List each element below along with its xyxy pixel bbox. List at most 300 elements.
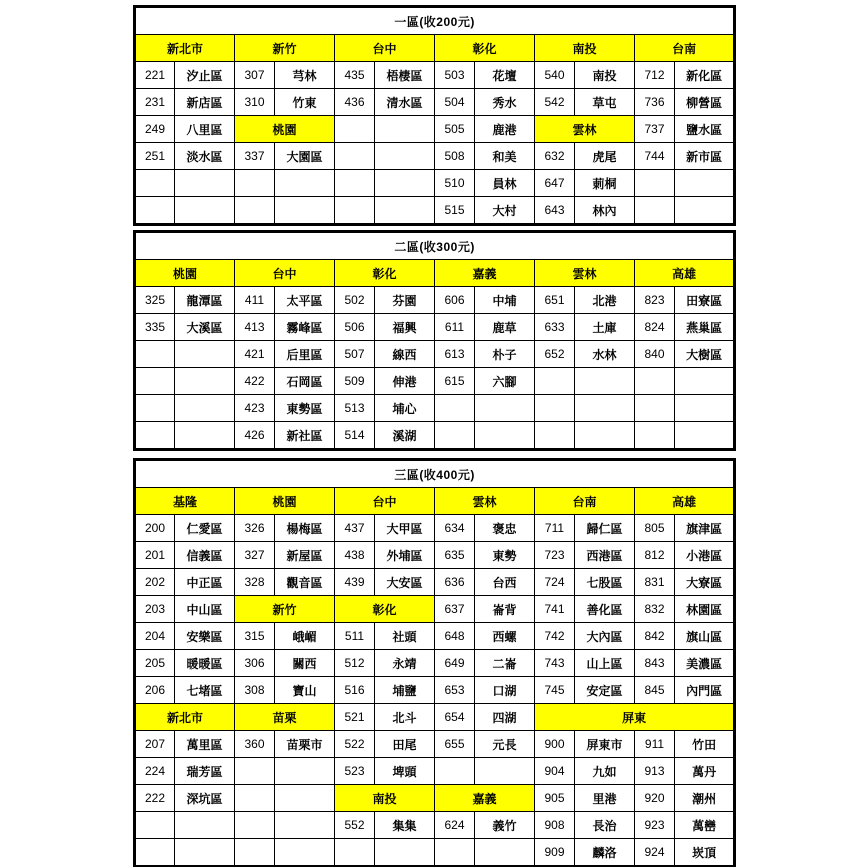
postal-code-cell: 633 [535,314,575,341]
postal-code-cell: 606 [435,287,475,314]
postal-code-cell: 924 [635,839,675,867]
empty-cell [675,395,735,422]
postal-code-cell: 909 [535,839,575,867]
postal-code-cell: 310 [235,89,275,116]
postal-code-cell: 613 [435,341,475,368]
table-row [135,287,735,314]
empty-cell [175,839,235,867]
district-name-cell: 新化區 [675,62,735,89]
postal-code-cell: 436 [335,89,375,116]
district-name-cell: 萬巒 [675,812,735,839]
district-name-cell: 草屯 [575,89,635,116]
district-name-cell: 伸港 [375,368,435,395]
district-name-cell: 安樂區 [175,623,235,650]
empty-cell [175,812,235,839]
district-name-cell: 旗山區 [675,623,735,650]
district-name-cell: 太平區 [275,287,335,314]
empty-cell [475,839,535,867]
district-name-cell: 大寮區 [675,569,735,596]
district-name-cell: 社頭 [375,623,435,650]
district-name-cell: 關西 [275,650,335,677]
empty-cell [675,170,735,197]
table-row [135,116,735,143]
region-header-cell: 桃園 [135,260,235,287]
postal-code-cell: 327 [235,542,275,569]
postal-code-cell: 515 [435,197,475,225]
postal-code-cell: 306 [235,650,275,677]
district-name-cell: 西港區 [575,542,635,569]
table-row [135,515,735,542]
empty-cell [435,395,475,422]
table-row [135,395,735,422]
region-header-cell: 彰化 [435,35,535,62]
district-name-cell: 暖暖區 [175,650,235,677]
empty-cell [575,422,635,450]
table-row [135,785,735,812]
postal-code-cell: 824 [635,314,675,341]
postal-code-cell: 913 [635,758,675,785]
zone-3-table [133,458,736,867]
postal-code-cell: 513 [335,395,375,422]
district-name-cell: 外埔區 [375,542,435,569]
postal-code-cell: 435 [335,62,375,89]
postal-code-cell: 652 [535,341,575,368]
empty-cell [235,785,275,812]
district-name-cell: 土庫 [575,314,635,341]
district-name-cell: 林內 [575,197,635,225]
district-name-cell: 清水區 [375,89,435,116]
empty-cell [675,422,735,450]
empty-cell [175,170,235,197]
empty-cell [175,368,235,395]
empty-cell [235,197,275,225]
postal-code-cell: 634 [435,515,475,542]
empty-cell [175,197,235,225]
zone-1-table [133,5,736,226]
region-header-cell: 嘉義 [435,260,535,287]
empty-cell [635,170,675,197]
postal-code-cell: 908 [535,812,575,839]
table-row [135,839,735,867]
region-subheader-cell: 彰化 [335,596,435,623]
district-name-cell: 新店區 [175,89,235,116]
district-name-cell: 善化區 [575,596,635,623]
empty-cell [535,395,575,422]
district-name-cell: 苗栗市 [275,731,335,758]
empty-cell [275,758,335,785]
district-name-cell: 后里區 [275,341,335,368]
district-name-cell: 北斗 [375,704,435,731]
table-row [135,812,735,839]
postal-code-cell: 438 [335,542,375,569]
district-name-cell: 埔心 [375,395,435,422]
table-row [135,143,735,170]
district-name-cell: 元長 [475,731,535,758]
postal-code-cell: 205 [135,650,175,677]
postal-code-cell: 249 [135,116,175,143]
district-name-cell: 鹿草 [475,314,535,341]
empty-cell [135,422,175,450]
district-name-cell: 朴子 [475,341,535,368]
postal-code-cell: 504 [435,89,475,116]
empty-cell [275,785,335,812]
district-name-cell: 屏東市 [575,731,635,758]
district-name-cell: 旗津區 [675,515,735,542]
postal-code-cell: 510 [435,170,475,197]
postal-code-cell: 900 [535,731,575,758]
postal-code-cell: 202 [135,569,175,596]
postal-code-cell: 337 [235,143,275,170]
table-row [135,197,735,225]
region-header-cell: 桃園 [235,488,335,515]
empty-cell [135,368,175,395]
postal-code-cell: 221 [135,62,175,89]
region-header-cell: 台南 [535,488,635,515]
postal-code-cell: 637 [435,596,475,623]
empty-cell [635,368,675,395]
district-name-cell: 鹿港 [475,116,535,143]
postal-code-cell: 506 [335,314,375,341]
region-header-cell: 台中 [335,35,435,62]
district-name-cell: 口湖 [475,677,535,704]
empty-cell [175,341,235,368]
empty-cell [275,812,335,839]
postal-code-cell: 514 [335,422,375,450]
postal-code-cell: 315 [235,623,275,650]
postal-code-cell: 206 [135,677,175,704]
district-name-cell: 褒忠 [475,515,535,542]
empty-cell [235,812,275,839]
postal-code-cell: 823 [635,287,675,314]
table-row [135,731,735,758]
district-name-cell: 九如 [575,758,635,785]
postal-code-cell: 923 [635,812,675,839]
postal-code-cell: 636 [435,569,475,596]
district-name-cell: 石岡區 [275,368,335,395]
district-name-cell: 竹東 [275,89,335,116]
postal-code-cell: 505 [435,116,475,143]
district-name-cell: 七堵區 [175,677,235,704]
district-name-cell: 里港 [575,785,635,812]
region-subheader-cell: 南投 [335,785,435,812]
district-name-cell: 鹽水區 [675,116,735,143]
table-row [135,650,735,677]
postal-code-cell: 845 [635,677,675,704]
postal-code-cell: 904 [535,758,575,785]
district-name-cell: 大甲區 [375,515,435,542]
district-name-cell: 楊梅區 [275,515,335,542]
empty-cell [675,197,735,225]
postal-code-cell: 920 [635,785,675,812]
table-row [135,758,735,785]
postal-code-cell: 653 [435,677,475,704]
postal-code-cell: 423 [235,395,275,422]
table-row [135,314,735,341]
district-name-cell: 埤頭 [375,758,435,785]
region-header-cell: 台中 [335,488,435,515]
empty-cell [135,170,175,197]
zone-3-title: 三區(收400元) [135,460,735,488]
table-row [135,596,735,623]
district-name-cell: 員林 [475,170,535,197]
region-header-cell: 雲林 [435,488,535,515]
postal-code-cell: 201 [135,542,175,569]
empty-cell [375,170,435,197]
empty-cell [375,116,435,143]
table-row [135,422,735,450]
region-header-cell: 高雄 [635,260,735,287]
table-row [135,623,735,650]
empty-cell [175,395,235,422]
district-name-cell: 中埔 [475,287,535,314]
district-name-cell: 水林 [575,341,635,368]
region-subheader-cell: 雲林 [535,116,635,143]
region-header-cell: 台中 [235,260,335,287]
postal-code-cell: 204 [135,623,175,650]
postal-code-cell: 615 [435,368,475,395]
postal-code-cell: 737 [635,116,675,143]
empty-cell [275,839,335,867]
postal-code-cell: 437 [335,515,375,542]
postal-code-cell: 521 [335,704,375,731]
postal-code-cell: 649 [435,650,475,677]
postal-code-cell: 509 [335,368,375,395]
postal-code-cell: 905 [535,785,575,812]
region-subheader-cell: 桃園 [235,116,335,143]
district-name-cell: 仁愛區 [175,515,235,542]
district-name-cell: 永靖 [375,650,435,677]
postal-code-cell: 632 [535,143,575,170]
region-header-cell: 彰化 [335,260,435,287]
region-header-cell: 南投 [535,35,635,62]
district-name-cell: 溪湖 [375,422,435,450]
district-name-cell: 田寮區 [675,287,735,314]
empty-cell [375,839,435,867]
empty-cell [175,422,235,450]
empty-cell [335,116,375,143]
district-name-cell: 山上區 [575,650,635,677]
empty-cell [435,758,475,785]
district-name-cell: 安定區 [575,677,635,704]
postal-code-cell: 745 [535,677,575,704]
postal-code-cell: 635 [435,542,475,569]
postal-code-cell: 744 [635,143,675,170]
table-row [135,62,735,89]
empty-cell [135,839,175,867]
postal-code-cell: 832 [635,596,675,623]
table-row [135,170,735,197]
postal-code-cell: 326 [235,515,275,542]
district-name-cell: 崁頂 [675,839,735,867]
district-name-cell: 大樹區 [675,341,735,368]
postal-code-cell: 502 [335,287,375,314]
postal-code-cell: 542 [535,89,575,116]
postal-code-cell: 712 [635,62,675,89]
postal-code-cell: 426 [235,422,275,450]
empty-cell [435,839,475,867]
district-name-cell: 崙背 [475,596,535,623]
district-name-cell: 林園區 [675,596,735,623]
district-name-cell: 線西 [375,341,435,368]
district-name-cell: 義竹 [475,812,535,839]
postal-code-cell: 647 [535,170,575,197]
district-name-cell: 七股區 [575,569,635,596]
empty-cell [335,197,375,225]
empty-cell [235,170,275,197]
postal-code-cell: 843 [635,650,675,677]
empty-cell [275,197,335,225]
empty-cell [275,170,335,197]
district-name-cell: 大安區 [375,569,435,596]
postal-code-cell: 742 [535,623,575,650]
table-row [135,341,735,368]
postal-code-cell: 512 [335,650,375,677]
district-name-cell: 新市區 [675,143,735,170]
district-name-cell: 和美 [475,143,535,170]
postal-code-cell: 552 [335,812,375,839]
postal-code-cell: 911 [635,731,675,758]
empty-cell [575,368,635,395]
empty-cell [475,758,535,785]
district-name-cell: 集集 [375,812,435,839]
district-name-cell: 四湖 [475,704,535,731]
district-name-cell: 小港區 [675,542,735,569]
district-name-cell: 萬里區 [175,731,235,758]
postal-code-cell: 654 [435,704,475,731]
district-name-cell: 梧棲區 [375,62,435,89]
district-name-cell: 大園區 [275,143,335,170]
region-subheader-cell: 新竹 [235,596,335,623]
postal-code-cell: 736 [635,89,675,116]
postal-code-cell: 328 [235,569,275,596]
postal-code-cell: 648 [435,623,475,650]
postal-code-cell: 224 [135,758,175,785]
postal-code-cell: 422 [235,368,275,395]
postal-code-cell: 741 [535,596,575,623]
district-name-cell: 新社區 [275,422,335,450]
table-row [135,704,735,731]
postal-code-cell: 743 [535,650,575,677]
postal-code-cell: 611 [435,314,475,341]
district-name-cell: 中山區 [175,596,235,623]
empty-cell [475,395,535,422]
region-header-cell: 高雄 [635,488,735,515]
postal-code-cell: 508 [435,143,475,170]
district-name-cell: 瑞芳區 [175,758,235,785]
district-name-cell: 長治 [575,812,635,839]
postal-code-cell: 307 [235,62,275,89]
district-name-cell: 歸仁區 [575,515,635,542]
region-header-row [135,488,735,515]
empty-cell [335,170,375,197]
postal-code-cell: 831 [635,569,675,596]
district-name-cell: 虎尾 [575,143,635,170]
empty-cell [575,395,635,422]
district-name-cell: 霧峰區 [275,314,335,341]
district-name-cell: 花壇 [475,62,535,89]
district-name-cell: 觀音區 [275,569,335,596]
district-name-cell: 六腳 [475,368,535,395]
district-name-cell: 大內區 [575,623,635,650]
empty-cell [635,422,675,450]
postal-code-cell: 643 [535,197,575,225]
district-name-cell: 福興 [375,314,435,341]
district-name-cell: 竹田 [675,731,735,758]
postal-code-cell: 711 [535,515,575,542]
district-name-cell: 東勢區 [275,395,335,422]
postal-code-cell: 540 [535,62,575,89]
district-name-cell: 新屋區 [275,542,335,569]
district-name-cell: 南投 [575,62,635,89]
region-header-cell: 台南 [635,35,735,62]
zone-2-title: 二區(收300元) [135,232,735,260]
empty-cell [235,758,275,785]
postal-code-cell: 842 [635,623,675,650]
empty-cell [535,422,575,450]
empty-cell [135,395,175,422]
district-name-cell: 莿桐 [575,170,635,197]
district-name-cell: 麟洛 [575,839,635,867]
district-name-cell: 北港 [575,287,635,314]
postal-code-cell: 207 [135,731,175,758]
zone-1-title: 一區(收200元) [135,7,735,35]
empty-cell [335,143,375,170]
district-name-cell: 西螺 [475,623,535,650]
district-name-cell: 峨嵋 [275,623,335,650]
empty-cell [135,812,175,839]
district-name-cell: 中正區 [175,569,235,596]
table-row [135,677,735,704]
empty-cell [135,341,175,368]
postal-code-cell: 805 [635,515,675,542]
postal-code-cell: 335 [135,314,175,341]
region-header-row [135,35,735,62]
region-header-cell: 基隆 [135,488,235,515]
district-name-cell: 潮州 [675,785,735,812]
district-name-cell: 深坑區 [175,785,235,812]
empty-cell [375,143,435,170]
postal-code-cell: 413 [235,314,275,341]
postal-code-cell: 308 [235,677,275,704]
district-name-cell: 寶山 [275,677,335,704]
postal-code-cell: 840 [635,341,675,368]
district-name-cell: 埔鹽 [375,677,435,704]
district-name-cell: 台西 [475,569,535,596]
district-name-cell: 芬園 [375,287,435,314]
region-header-cell: 雲林 [535,260,635,287]
region-subheader-cell: 新北市 [135,704,235,731]
region-subheader-cell: 嘉義 [435,785,535,812]
postal-code-cell: 651 [535,287,575,314]
district-name-cell: 燕巢區 [675,314,735,341]
district-name-cell: 芎林 [275,62,335,89]
postal-code-cell: 503 [435,62,475,89]
region-header-cell: 新北市 [135,35,235,62]
postal-code-cell: 421 [235,341,275,368]
empty-cell [135,197,175,225]
district-name-cell: 淡水區 [175,143,235,170]
district-name-cell: 龍潭區 [175,287,235,314]
district-name-cell: 美濃區 [675,650,735,677]
district-name-cell: 大溪區 [175,314,235,341]
empty-cell [335,839,375,867]
empty-cell [675,368,735,395]
postal-code-cell: 411 [235,287,275,314]
district-name-cell: 信義區 [175,542,235,569]
zone-2-table [133,230,736,451]
empty-cell [635,395,675,422]
table-row [135,89,735,116]
